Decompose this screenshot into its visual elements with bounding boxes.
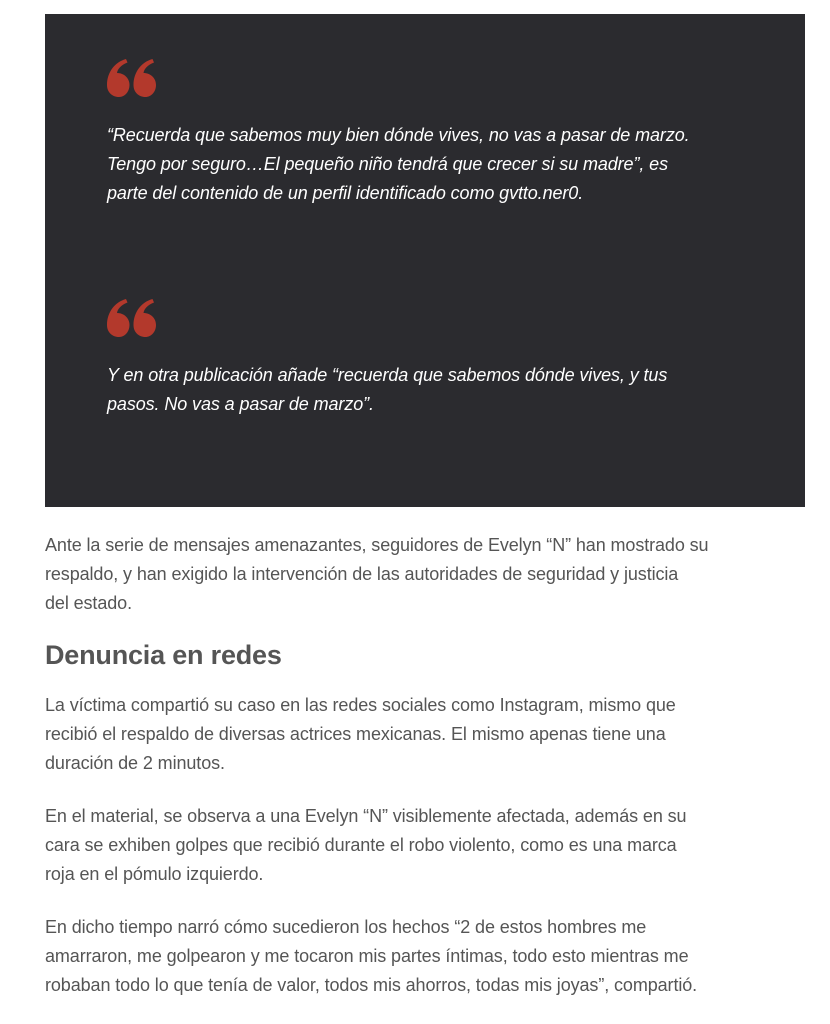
quote-line: Tengo por seguro…El pequeño niño tendrá que crecer si su madre”, es — [107, 154, 668, 174]
paragraph-line: cara se exhiben golpes que recibió durante el robo violento, como es una marca — [45, 835, 677, 855]
quote-open-icon — [107, 299, 157, 337]
paragraph-line: recibió el respaldo de diversas actrices mexicanas. El mismo apenas tiene una — [45, 724, 666, 744]
article-content — [45, 14, 805, 1000]
paragraph-line: robaban todo lo que tenía de valor, todos mis ahorros, todas mis joyas”, compartió. — [45, 975, 698, 995]
paragraph-line: duración de 2 minutos. — [45, 753, 225, 773]
quote-text — [107, 121, 743, 208]
quote-line: Y en otra publicación añade “recuerda que sabemos dónde vives, y tus — [107, 365, 668, 385]
paragraph — [45, 531, 805, 618]
blockquote — [107, 299, 743, 419]
paragraph-line: Ante la serie de mensajes amenazantes, seguidores de Evelyn “N” han mostrado su — [45, 535, 709, 555]
paragraph-line: En el material, se observa a una Evelyn “N” visiblemente afectada, además en su — [45, 806, 687, 826]
blockquote — [107, 59, 743, 208]
paragraph — [45, 691, 805, 778]
paragraph-line: La víctima compartió su caso en las redes sociales como Instagram, mismo que — [45, 695, 676, 715]
quote-line: “Recuerda que sabemos muy bien dónde vives, no vas a pasar de marzo. — [107, 125, 690, 145]
paragraph-line: roja en el pómulo izquierdo. — [45, 864, 264, 884]
paragraph — [45, 913, 805, 1000]
quote-line: pasos. No vas a pasar de marzo”. — [107, 394, 374, 414]
paragraph-line: amarraron, me golpearon y me tocaron mis partes íntimas, todo esto mientras me — [45, 946, 689, 966]
quote-text — [107, 361, 743, 419]
paragraph — [45, 802, 805, 889]
paragraph-line: respaldo, y han exigido la intervención de las autoridades de seguridad y justicia — [45, 564, 679, 584]
paragraph-line: del estado. — [45, 593, 132, 613]
paragraph-line: En dicho tiempo narró cómo sucedieron los hechos “2 de estos hombres me — [45, 917, 647, 937]
quote-open-icon — [107, 59, 157, 97]
quote-box — [45, 14, 805, 507]
section-heading: Denuncia en redes — [45, 640, 282, 670]
quote-line: parte del contenido de un perfil identificado como gvtto.ner0. — [107, 183, 584, 203]
